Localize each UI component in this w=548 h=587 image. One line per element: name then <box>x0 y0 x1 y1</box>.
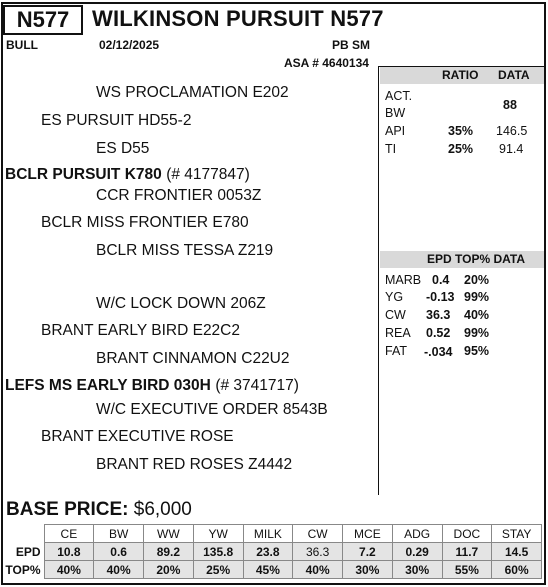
epd-col-header: DOC <box>442 525 492 543</box>
pedigree-sd: BCLR MISS FRONTIER E780 <box>41 214 249 231</box>
epd-top-fat: 95% <box>464 344 490 358</box>
epd-heading: EPD TOP% DATA <box>427 252 526 266</box>
pedigree-sdd: BCLR MISS TESSA Z219 <box>96 242 274 259</box>
base-price <box>6 499 192 521</box>
epd-cell: 135.8 <box>193 543 243 561</box>
top-cell: 45% <box>243 561 293 579</box>
epd-top-yg: 99% <box>464 290 490 304</box>
pedigree-sds: CCR FRONTIER 0053Z <box>96 187 262 204</box>
dam-registration: (# 3741717) <box>215 377 299 394</box>
epd-cell: 23.8 <box>243 543 293 561</box>
ratio-label-ti: TI <box>385 142 397 156</box>
base-price-label: BASE PRICE: <box>6 499 129 520</box>
pedigree-dd: BRANT EXECUTIVE ROSE <box>41 428 234 445</box>
sale-date: 02/12/2025 <box>99 38 160 52</box>
epd-top-cw: 40% <box>464 308 490 322</box>
pedigree-sss: WS PROCLAMATION E202 <box>96 84 289 101</box>
epd-value-rea: 0.52 <box>426 326 451 340</box>
epd-col-header: YW <box>193 525 243 543</box>
sire-registration: (# 4177847) <box>166 166 250 183</box>
pedigree-dam <box>5 377 299 395</box>
epd-cell: 11.7 <box>442 543 492 561</box>
sex-label: BULL <box>6 38 38 52</box>
top-cell: 30% <box>343 561 393 579</box>
epd-col-header: CW <box>293 525 343 543</box>
epd-label-cw: CW <box>385 308 406 322</box>
top-cell: 55% <box>442 561 492 579</box>
epd-values-row <box>4 543 542 561</box>
ratio-value-api: 35% <box>448 124 474 138</box>
top-cell: 30% <box>392 561 442 579</box>
epd-value-fat: -.034 <box>424 345 453 359</box>
epd-label-marb: MARB <box>385 273 422 287</box>
top-cell: 40% <box>94 561 144 579</box>
ratio-label-bw: BW <box>385 106 406 120</box>
epd-table <box>4 524 542 579</box>
data-col-label: DATA <box>498 68 530 82</box>
epd-cell: 14.5 <box>492 543 542 561</box>
epd-col-header: MILK <box>243 525 293 543</box>
registration-number: ASA # 4640134 <box>284 56 369 70</box>
ratio-col-label: RATIO <box>442 68 479 82</box>
epd-col-header: CE <box>44 525 94 543</box>
epd-value-marb: 0.4 <box>432 273 450 287</box>
ratio-data-api: 146.5 <box>496 124 528 138</box>
ratio-label-act: ACT. <box>385 89 413 103</box>
base-price-value: $6,000 <box>133 499 192 520</box>
epd-cell: 10.8 <box>44 543 94 561</box>
ratio-value-ti: 25% <box>448 142 474 156</box>
epd-header <box>380 251 544 268</box>
ratio-data-ti: 91.4 <box>499 142 524 156</box>
epd-table-header-row <box>4 525 542 543</box>
epd-cell: 7.2 <box>343 543 393 561</box>
epd-label-fat: FAT <box>385 344 407 358</box>
pedigree-sire <box>5 166 250 184</box>
epd-value-cw: 36.3 <box>426 308 451 322</box>
top-cell: 40% <box>44 561 94 579</box>
epd-col-header: WW <box>144 525 194 543</box>
epd-cell: 36.3 <box>293 543 343 561</box>
epd-cell: 89.2 <box>144 543 194 561</box>
ratio-header <box>380 67 544 84</box>
top-percent-row <box>4 561 542 579</box>
pedigree-ssd: ES D55 <box>96 140 150 157</box>
dam-name: LEFS MS EARLY BIRD 030H <box>5 377 211 394</box>
epd-row-label: EPD <box>4 543 44 561</box>
pedigree-dsd: BRANT CINNAMON C22U2 <box>96 350 290 367</box>
pedigree-ddd: BRANT RED ROSES Z4442 <box>96 456 293 473</box>
top-cell: 25% <box>193 561 243 579</box>
pedigree-dss: W/C LOCK DOWN 206Z <box>96 295 266 312</box>
top-row-label: TOP% <box>4 561 44 579</box>
epd-table-corner <box>4 525 44 543</box>
breed-label: PB SM <box>332 38 371 52</box>
epd-label-rea: REA <box>385 326 411 340</box>
epd-value-yg: -0.13 <box>426 290 455 304</box>
epd-col-header: MCE <box>343 525 393 543</box>
ratio-data-bw: 88 <box>503 98 517 112</box>
epd-cell: 0.6 <box>94 543 144 561</box>
epd-col-header: BW <box>94 525 144 543</box>
epd-cell: 0.29 <box>392 543 442 561</box>
top-cell: 40% <box>293 561 343 579</box>
epd-label-yg: YG <box>385 290 404 304</box>
top-cell: 20% <box>144 561 194 579</box>
epd-col-header: ADG <box>392 525 442 543</box>
epd-top-marb: 20% <box>464 273 490 287</box>
ratio-label-api: API <box>385 124 406 138</box>
top-cell: 60% <box>492 561 542 579</box>
epd-col-header: STAY <box>492 525 542 543</box>
pedigree-ss: ES PURSUIT HD55-2 <box>41 112 192 129</box>
pedigree-dds: W/C EXECUTIVE ORDER 8543B <box>96 401 328 418</box>
animal-name: WILKINSON PURSUIT N577 <box>92 6 384 31</box>
epd-top-rea: 99% <box>464 326 490 340</box>
pedigree-ds: BRANT EARLY BIRD E22C2 <box>41 322 240 339</box>
sire-name: BCLR PURSUIT K780 <box>5 166 162 183</box>
lot-number: N577 <box>3 5 83 35</box>
